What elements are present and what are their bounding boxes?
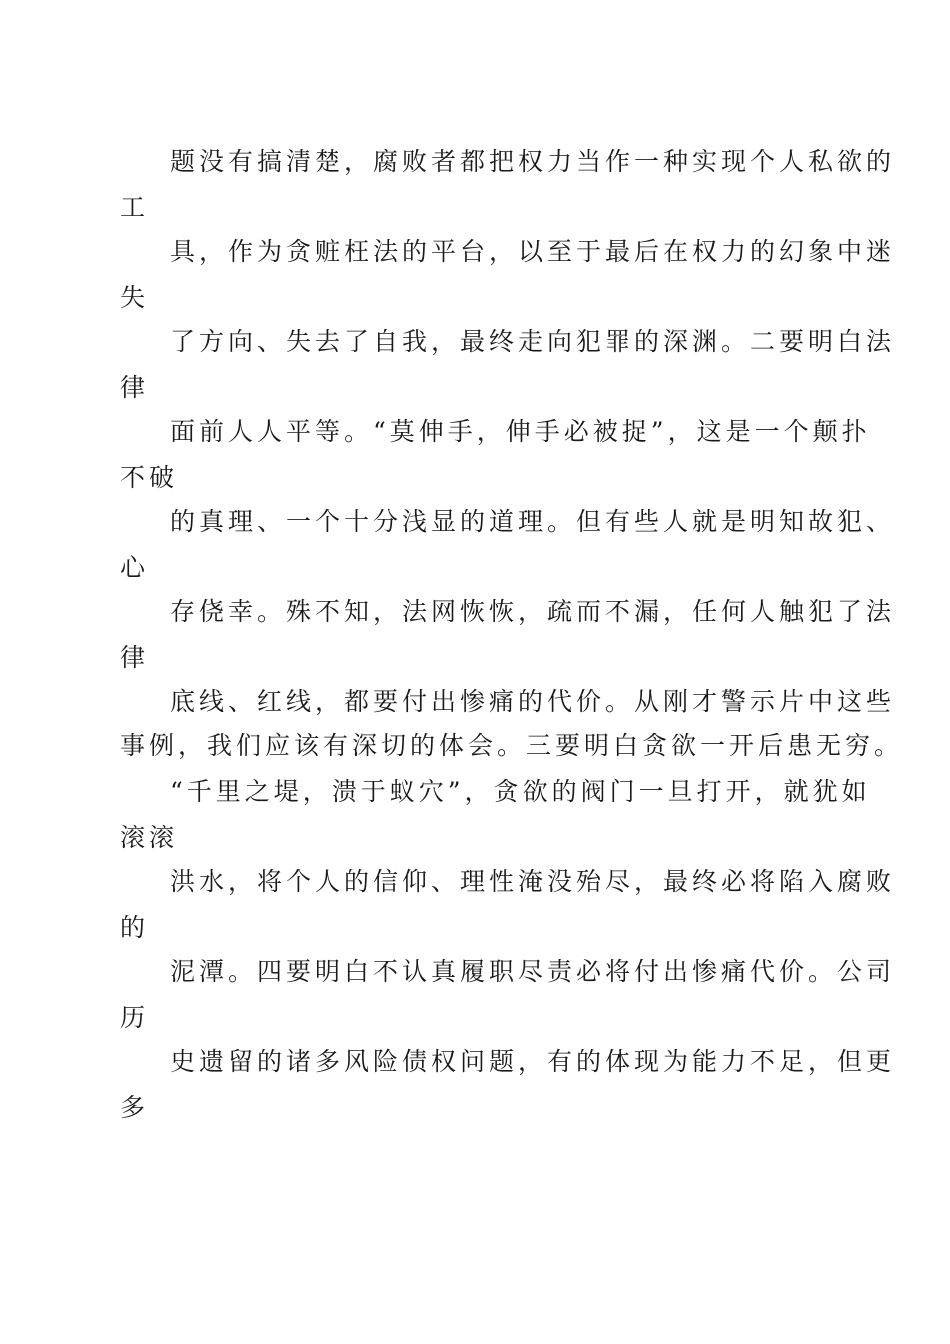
text-line: 存侥幸。殊不知，法网恢恢，疏而不漏，任何人触犯了法 xyxy=(170,597,896,626)
text-line: 了方向、失去了自我，最终走向犯罪的深渊。二要明白法 xyxy=(170,327,896,356)
text-line: 的真理、一个十分浅显的道理。但有些人就是明知故犯、 xyxy=(170,507,896,536)
text-line: 滚滚 xyxy=(120,823,179,852)
text-line: 面前人人平等。“莫伸手，伸手必被捉”，这是一个颠扑 xyxy=(170,417,871,446)
text-line: 不破 xyxy=(120,463,179,492)
text-line: “千里之堤，溃于蚁穴”，贪欲的阀门一旦打开，就犹如 xyxy=(170,777,871,806)
text-line: 多 xyxy=(120,1093,150,1122)
text-line: 史遗留的诸多风险债权问题，有的体现为能力不足，但更 xyxy=(170,1047,896,1076)
text-line: 具，作为贪赃枉法的平台，以至于最后在权力的幻象中迷 xyxy=(170,237,896,266)
text-line: 的 xyxy=(120,913,150,942)
text-line: 失 xyxy=(120,283,150,312)
text-line: 工 xyxy=(120,193,150,222)
text-line: 洪水，将个人的信仰、理性淹没殆尽，最终必将陷入腐败 xyxy=(170,867,896,896)
text-line: 事例，我们应该有深切的体会。三要明白贪欲一开后患无穷。 xyxy=(120,731,904,760)
text-line: 心 xyxy=(120,553,150,582)
text-line: 泥潭。四要明白不认真履职尽责必将付出惨痛代价。公司 xyxy=(170,957,896,986)
text-line: 题没有搞清楚，腐败者都把权力当作一种实现个人私欲的 xyxy=(170,147,896,176)
text-line: 历 xyxy=(120,1003,150,1032)
text-line: 底线、红线，都要付出惨痛的代价。从刚才警示片中这些 xyxy=(170,687,896,716)
text-line: 律 xyxy=(120,373,150,402)
text-line: 律 xyxy=(120,643,150,672)
